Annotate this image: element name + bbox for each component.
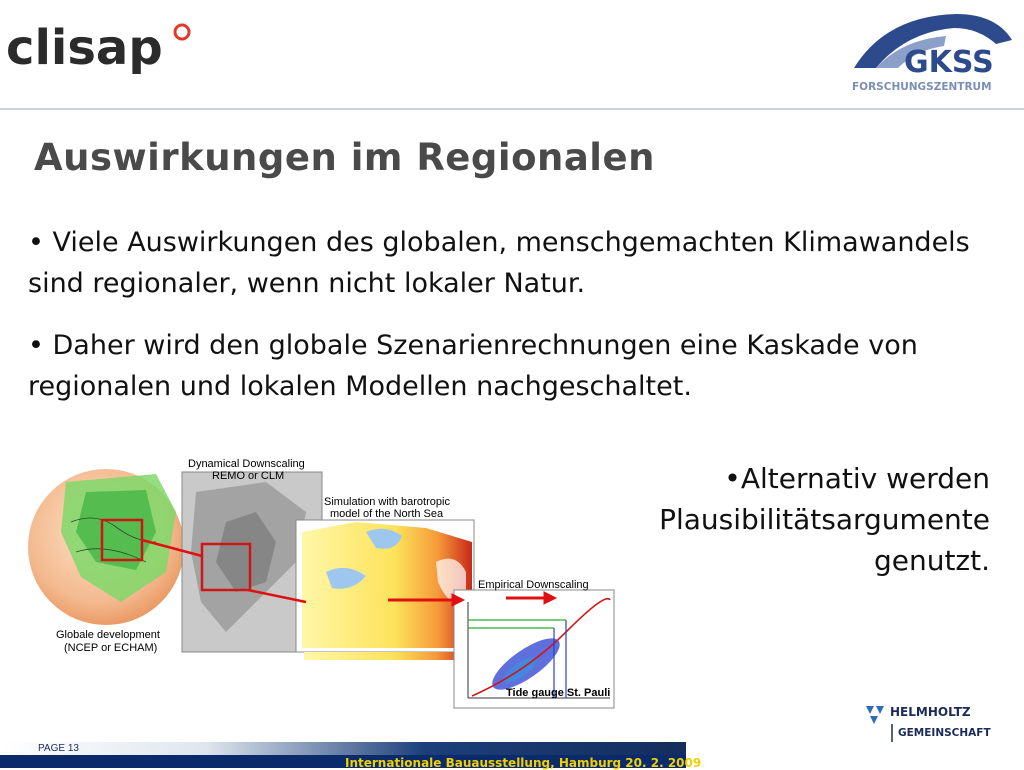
gkss-logo-text: GKSS xyxy=(904,45,994,80)
page-number: PAGE 13 xyxy=(38,743,79,754)
clisap-logo-text: clisap xyxy=(6,20,163,76)
clisap-logo xyxy=(6,18,196,78)
clisap-logo-ring-icon xyxy=(175,25,189,39)
helmholtz-logo xyxy=(864,700,1014,746)
downscaling-cascade-figure xyxy=(26,452,626,717)
bullet-model-cascade: • Daher wird den globale Szenarienrechnungen eine Kaskade von regionalen und lokalen Modellen nachgeschaltet. xyxy=(28,330,918,402)
header-divider xyxy=(0,108,1024,110)
helmholtz-text-1: HELMHOLTZ xyxy=(890,705,971,719)
helmholtz-text-2: GEMEINSCHAFT xyxy=(898,727,991,739)
dyn-label-1: Dynamical Downscaling xyxy=(188,458,305,470)
gkss-logo xyxy=(846,10,1018,96)
bullet-regional-impacts: • Viele Auswirkungen des globalen, menschgemachten Klimawandels sind regionaler, wenn nicht lokaler Natur. xyxy=(28,227,970,299)
dyn-label-2: REMO or CLM xyxy=(212,470,285,482)
tide-label: Tide gauge St. Pauli xyxy=(506,687,611,699)
north-sea-panel xyxy=(296,496,474,660)
event-caption: Internationale Bauausstellung, Hamburg 20. 2. 2009 xyxy=(345,756,702,770)
helmholtz-emblem-icon xyxy=(866,706,884,724)
sim-label-1: Simulation with barotropic xyxy=(324,496,450,508)
slide-title: Auswirkungen im Regionalen xyxy=(34,136,655,179)
bullet-alternative: •Alternativ werden Plausibilitätsargumente genutzt. xyxy=(659,462,990,577)
globe-caption-1: Globale development xyxy=(56,629,160,641)
globe-caption-2: (NCEP or ECHAM) xyxy=(64,642,158,654)
globe-panel xyxy=(28,469,184,654)
gkss-logo-subtext: FORSCHUNGSZENTRUM xyxy=(852,81,992,93)
sim-label-2: model of the North Sea xyxy=(330,508,444,520)
emp-label: Empirical Downscaling xyxy=(478,579,589,591)
